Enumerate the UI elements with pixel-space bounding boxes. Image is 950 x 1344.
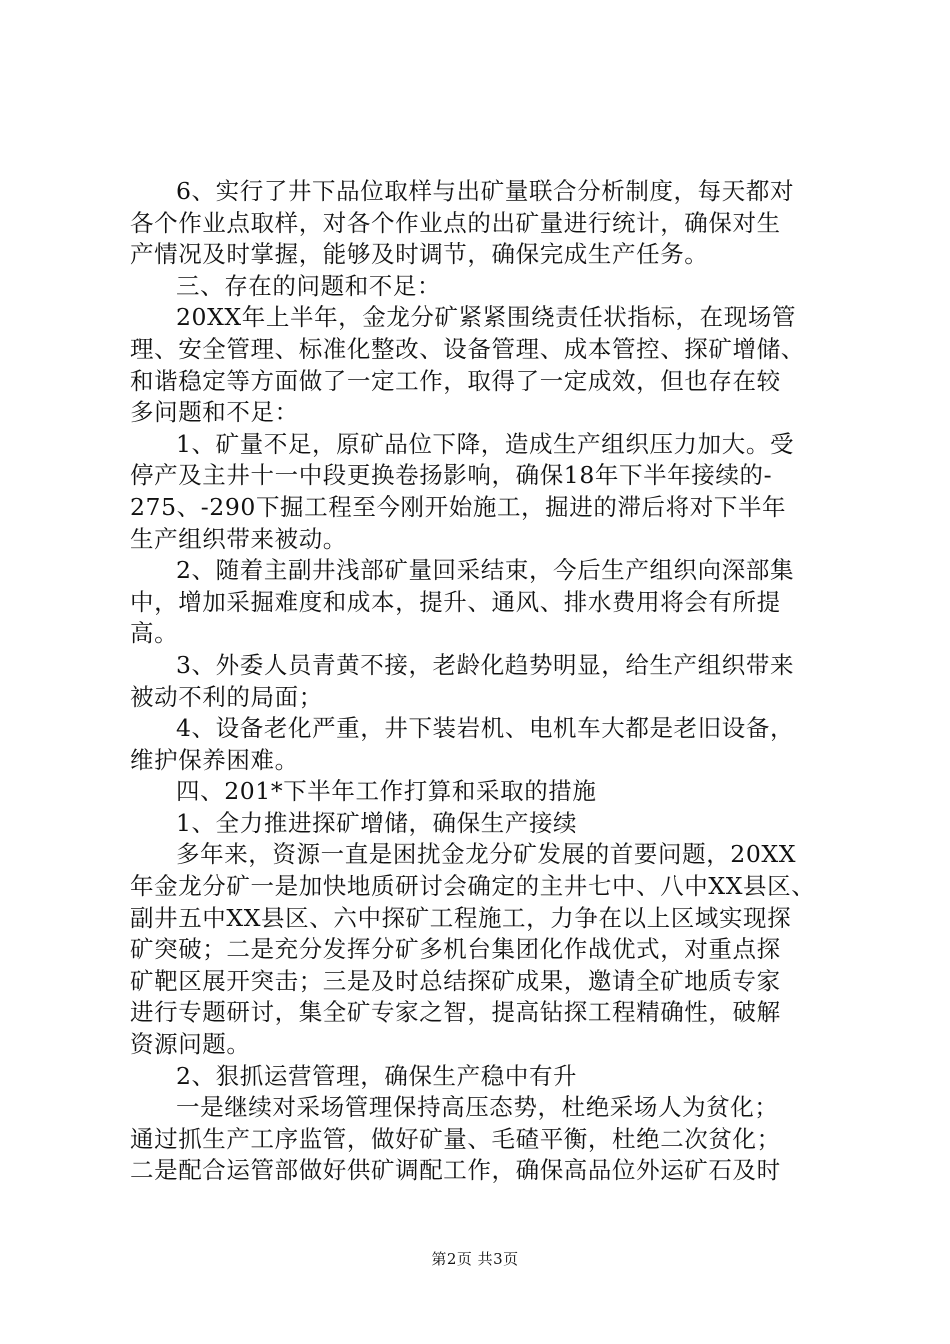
text-line: 资源问题。 <box>130 1030 251 1059</box>
text-line: 矿突破；二是充分发挥分矿多机台集团化作战优式，对重点探 <box>130 935 781 964</box>
text-line: 维护保养困难。 <box>130 745 299 774</box>
text-line: 通过抓生产工序监管，做好矿量、毛碴平衡，杜绝二次贫化； <box>130 1124 781 1153</box>
text-line: 停产及主井十一中段更换卷扬影响，确保18年下半年接续的- <box>130 461 773 490</box>
text-line: 20XX年上半年，金龙分矿紧紧围绕责任状指标，在现场管 <box>176 303 797 332</box>
text-line: 和谐稳定等方面做了一定工作，取得了一定成效，但也存在较 <box>130 366 781 395</box>
text-line: 中，增加采掘难度和成本，提升、通风、排水费用将会有所提 <box>130 587 781 616</box>
text-line: 3、外委人员青黄不接，老龄化趋势明显，给生产组织带来 <box>176 650 795 679</box>
document-body <box>130 176 830 1187</box>
text-line: 2、随着主副井浅部矿量回采结束，今后生产组织向深部集 <box>176 556 795 585</box>
page-footer: 第2页 共3页 <box>431 1250 519 1268</box>
text-line: 被动不利的局面； <box>130 682 323 711</box>
text-line: 矿靶区展开突击；三是及时总结探矿成果，邀请全矿地质专家 <box>130 966 781 995</box>
text-line: 产情况及时掌握，能够及时调节，确保完成生产任务。 <box>130 240 709 269</box>
text-line: 各个作业点取样，对各个作业点的出矿量进行统计，确保对生 <box>130 208 781 237</box>
text-line: 一是继续对采场管理保持高压态势，杜绝采场人为贫化； <box>176 1093 779 1122</box>
subheading: 1、全力推进探矿增储，确保生产接续 <box>176 808 578 837</box>
text-line: 二是配合运管部做好供矿调配工作，确保高品位外运矿石及时 <box>130 1156 781 1185</box>
text-line: 6、实行了井下品位取样与出矿量联合分析制度，每天都对 <box>176 177 795 205</box>
text-line: 4、设备老化严重，井下装岩机、电机车大都是老旧设备， <box>176 714 795 743</box>
section-heading-4: 四、201*下半年工作打算和采取的措施 <box>176 777 597 806</box>
text-line: 多问题和不足： <box>130 398 299 427</box>
text-line: 生产组织带来被动。 <box>130 524 347 553</box>
text-line: 年金龙分矿一是加快地质研讨会确定的主井七中、八中XX县区、 <box>130 872 816 901</box>
text-line: 高。 <box>130 619 179 648</box>
text-line: 275、-290下掘工程至今刚开始施工，掘进的滞后将对下半年 <box>130 492 787 521</box>
text-line: 进行专题研讨，集全矿专家之智，提高钻探工程精确性，破解 <box>130 998 781 1027</box>
text-line: 多年来，资源一直是困扰金龙分矿发展的首要问题，20XX <box>176 840 797 869</box>
subheading: 2、狠抓运营管理，确保生产稳中有升 <box>176 1061 578 1090</box>
section-heading-3: 三、存在的问题和不足： <box>176 271 442 300</box>
text-line: 副井五中XX县区、六中探矿工程施工，力争在以上区域实现探 <box>130 903 792 932</box>
text-line: 1、矿量不足，原矿品位下降，造成生产组织压力加大。受 <box>176 429 795 458</box>
text-line: 理、安全管理、标准化整改、设备管理、成本管控、探矿增储、 <box>130 334 805 363</box>
